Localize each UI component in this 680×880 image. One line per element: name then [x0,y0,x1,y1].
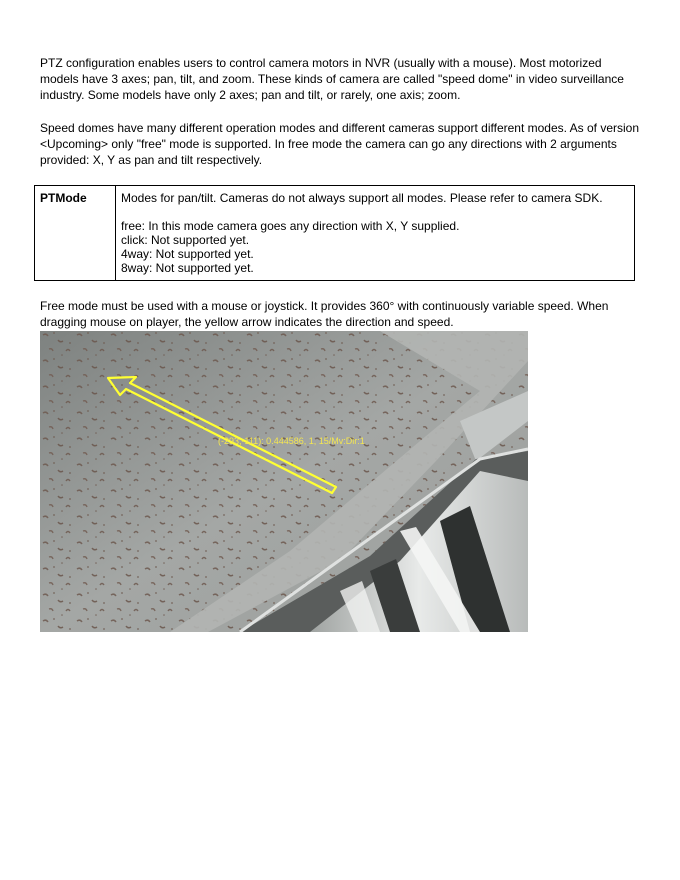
camera-scene [40,331,528,632]
overlay-readout: (-293,-111): 0.444586, 1, 15/Mv:Dir:1 [218,436,365,446]
table-row [35,186,635,281]
ptmode-description-cell [116,186,635,281]
intro-paragraph: PTZ configuration enables users to control camera motors in NVR (usually with a mouse). Most motorized models have 3 axes; pan, tilt, and zoom. These kinds of camera are called "speed dome" in video surveillance industry. Some models have only 2 axes; pan and tilt, or rarely, one axis; zoom. [40,56,624,102]
ptmode-description: Modes for pan/tilt. Cameras do not always support all modes. Please refer to camera SDK. [121,191,603,205]
modes-paragraph: Speed domes have many different operation modes and different cameras support different modes. As of version <Upcoming> only "free" mode is supported. In free mode the camera can go any directions with 2 arguments provided: X, Y as pan and tilt respectively. [40,121,640,167]
free-mode-paragraph: Free mode must be used with a mouse or joystick. It provides 360° with continuously variable speed. When dragging mouse on player, the yellow arrow indicates the direction and speed. [40,299,609,329]
option-4way: 4way: Not supported yet. [121,247,254,261]
ptmode-table [34,185,635,281]
camera-view-image [40,331,528,632]
ptmode-key: PTMode [35,186,116,281]
option-8way: 8way: Not supported yet. [121,261,254,275]
option-free: free: In this mode camera goes any direction with X, Y supplied. [121,219,460,233]
option-click: click: Not supported yet. [121,233,250,247]
